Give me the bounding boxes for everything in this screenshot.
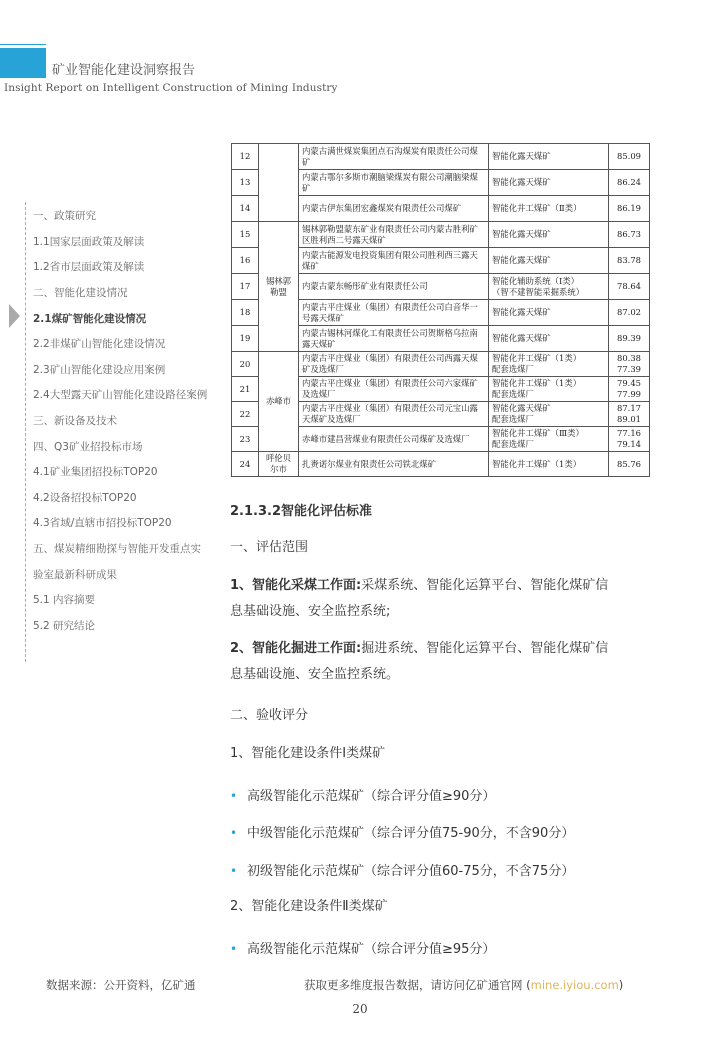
item1-text: 采煤系统、智能化运算平台、智能化煤矿信 [361,578,609,593]
scope-heading: 一、评估范围 [230,540,309,555]
cell-no: 17 [232,274,259,300]
cell-no: 20 [232,352,259,377]
cell-score: 87.02 [609,300,650,326]
toc-item[interactable]: 2.3矿山智能化建设应用案例 [33,364,166,376]
toc-item[interactable]: 三、新设备及技术 [33,415,117,427]
cell-score-line: 77.99 [617,389,641,399]
item2-paragraph [230,636,608,688]
toc-item[interactable]: 五、煤炭精细勘探与智能开发重点实 [33,543,201,555]
bullet-dot-icon: • [230,789,238,803]
bullet-dot-icon: • [230,942,238,956]
bullet-item [230,860,574,879]
cell-name: 内蒙古平庄煤业（集团）有限责任公司六家煤矿及选煤厂 [299,377,489,402]
cell-type-line: 配套选煤厂 [492,389,534,399]
mine-score-table [231,143,650,477]
cell-score: 89.39 [609,326,650,352]
toc-item[interactable]: 二、智能化建设情况 [33,287,128,299]
more-data-close: ) [618,978,624,992]
cell-name: 内蒙古平庄煤业（集团）有限责任公司西露天煤矿及选煤厂 [299,352,489,377]
bullet-dot-icon: • [230,864,238,878]
section-heading: 2.1.3.2智能化评估标准 [230,504,372,519]
table-row [232,222,650,248]
item1-text-cont: 息基础设施、安全监控系统; [230,604,391,619]
cell-no: 23 [232,427,259,452]
cell-name: 内蒙古平庄煤业（集团）有限责任公司元宝山露天煤矿及选煤厂 [299,402,489,427]
bullet-item [230,785,495,804]
cell-type: 智能化露天煤矿 [489,170,609,196]
cell-score [609,427,650,452]
toc-item[interactable]: 1.2省市层面政策及解读 [33,261,145,273]
cell-city: 赤峰市 [259,352,299,452]
cell-name: 锡林郭勒盟蒙东矿业有限责任公司内蒙古胜利矿区胜利西二号露天煤矿 [299,222,489,248]
acceptance-heading: 二、验收评分 [230,708,309,723]
cell-city [259,144,299,222]
cell-score: 86.24 [609,170,650,196]
website-link[interactable]: mine.iyiou.com [530,978,619,992]
cell-score [609,402,650,427]
toc-item[interactable]: 2.2非煤矿山智能化建设情况 [33,338,166,350]
cell-type: 智能化露天煤矿 [489,326,609,352]
toc-item[interactable]: 5.1 内容摘要 [33,594,96,606]
cell-type [489,352,609,377]
cell-score: 86.19 [609,196,650,222]
item1-paragraph [230,573,608,625]
bullet-text: 中级智能化示范煤矿（综合评分值75-90分，不含90分） [247,826,575,841]
cell-score-line: 80.38 [617,353,641,363]
header-accent-line [0,44,46,45]
cell-score: 85.76 [609,452,650,477]
page-number: 20 [352,1002,368,1016]
item2-label: 2、智能化掘进工作面: [230,641,362,656]
cell-no: 12 [232,144,259,170]
header-logo-block [0,48,46,78]
cell-score-line: 77.39 [617,364,641,374]
cell-name: 内蒙古伊东集团宏鑫煤炭有限责任公司煤矿 [299,196,489,222]
cell-type-line: 配套选煤厂 [492,439,534,449]
cell-type-line: 智能化井工煤矿（Ⅲ类） [492,428,584,438]
cell-type [489,402,609,427]
cell-no: 22 [232,402,259,427]
bullet-text: 初级智能化示范煤矿（综合评分值60-75分，不含75分） [247,864,575,879]
condition1-heading: 1、智能化建设条件Ⅰ类煤矿 [230,746,386,761]
cell-no: 18 [232,300,259,326]
cell-score: 86.73 [609,222,650,248]
data-source-note: 数据来源：公开资料，亿矿通 [46,978,196,992]
cell-score: 78.64 [609,274,650,300]
cell-name: 内蒙古鄂尔多斯市潮脑梁煤炭有限公司潮脑梁煤矿 [299,170,489,196]
cell-no: 19 [232,326,259,352]
cell-no: 21 [232,377,259,402]
item1-label: 1、智能化采煤工作面: [230,578,362,593]
bullet-item [230,938,495,957]
cell-type [489,377,609,402]
cell-name: 内蒙古满世煤炭集团点石沟煤炭有限责任公司煤矿 [299,144,489,170]
cell-type: 智能化井工煤矿（1类） [489,452,609,477]
cell-type: 智能化露天煤矿 [489,248,609,274]
item2-text-cont: 息基础设施、安全监控系统。 [230,667,400,682]
cell-name: 扎赉诺尔煤业有限责任公司铁北煤矿 [299,452,489,477]
toc-item[interactable]: 一、政策研究 [33,210,96,222]
cell-type-line: 配套选煤厂 [492,414,534,424]
bullet-dot-icon: • [230,826,238,840]
cell-score-line: 79.45 [617,378,641,388]
sidebar-toc [25,202,215,662]
cell-score: 83.78 [609,248,650,274]
toc-item[interactable]: 1.1国家层面政策及解读 [33,236,145,248]
report-subtitle: Insight Report on Intelligent Construction of Mining Industry [4,82,338,94]
report-title: 矿业智能化建设洞察报告 [52,63,196,78]
cell-no: 14 [232,196,259,222]
cell-type: 智能化井工煤矿（Ⅱ类） [489,196,609,222]
cell-no: 16 [232,248,259,274]
toc-item[interactable]: 4.1矿业集团招投标TOP20 [33,466,158,478]
toc-item[interactable]: 4.3省域/直辖市招投标TOP20 [33,517,172,529]
cell-type-line: 智能化井工煤矿（1类） [492,353,582,363]
active-marker-icon [9,304,20,328]
toc-item[interactable]: 四、Q3矿业招投标市场 [33,441,143,453]
toc-item-active[interactable]: 2.1煤矿智能化建设情况 [33,313,147,325]
cell-score: 85.09 [609,144,650,170]
cell-score-line: 79.14 [617,439,641,449]
cell-name: 内蒙古平庄煤业（集团）有限责任公司白音华一号露天煤矿 [299,300,489,326]
bullet-text: 高级智能化示范煤矿（综合评分值≥90分） [247,789,496,804]
cell-score-line: 77.16 [617,428,641,438]
cell-type-line: 智能化辅助系统（Ⅰ类） [492,275,580,286]
toc-item[interactable]: 2.4大型露天矿山智能化建设路径案例 [33,389,208,401]
cell-type [489,427,609,452]
more-data-text: 获取更多维度报告数据，请访问亿矿通官网 ( [304,978,531,992]
bullet-text: 高级智能化示范煤矿（综合评分值≥95分） [247,942,496,957]
toc-item[interactable]: 验室最新科研成果 [33,569,117,581]
cell-no: 24 [232,452,259,477]
cell-type: 智能化露天煤矿 [489,222,609,248]
cell-type [489,274,609,300]
item2-text: 掘进系统、智能化运算平台、智能化煤矿信 [361,641,609,656]
cell-score [609,377,650,402]
cell-type: 智能化露天煤矿 [489,300,609,326]
table-row [232,144,650,170]
cell-no: 13 [232,170,259,196]
cell-type-line: 智能化露天煤矿 [492,403,551,413]
condition2-heading: 2、智能化建设条件Ⅱ类煤矿 [230,899,388,914]
cell-score-line: 87.17 [617,403,641,413]
cell-score [609,352,650,377]
cell-city: 锡林郭勒盟 [259,222,299,352]
cell-name: 内蒙古能源发电投资集团有限公司胜利西三露天煤矿 [299,248,489,274]
cell-city: 呼伦贝尔市 [259,452,299,477]
cell-name: 赤峰市建昌营煤业有限责任公司煤矿及选煤厂 [299,427,489,452]
cell-name: 内蒙古蒙东畅彤矿业有限责任公司 [299,274,489,300]
cell-type-line: （智不建智能采掘系统） [492,286,585,297]
table-row [232,452,650,477]
cell-name: 内蒙古锡林河煤化工有限责任公司贺斯格乌拉南露天煤矿 [299,326,489,352]
cell-type-line: 配套选煤厂 [492,364,534,374]
cell-type: 智能化露天煤矿 [489,144,609,170]
toc-item[interactable]: 5.2 研究结论 [33,620,96,632]
cell-score-line: 89.01 [617,414,641,424]
bullet-item [230,822,574,841]
table-row [232,352,650,377]
cell-no: 15 [232,222,259,248]
cell-type-line: 智能化井工煤矿（1类） [492,378,582,388]
toc-item[interactable]: 4.2设备招投标TOP20 [33,492,137,504]
more-data-note [304,977,623,993]
